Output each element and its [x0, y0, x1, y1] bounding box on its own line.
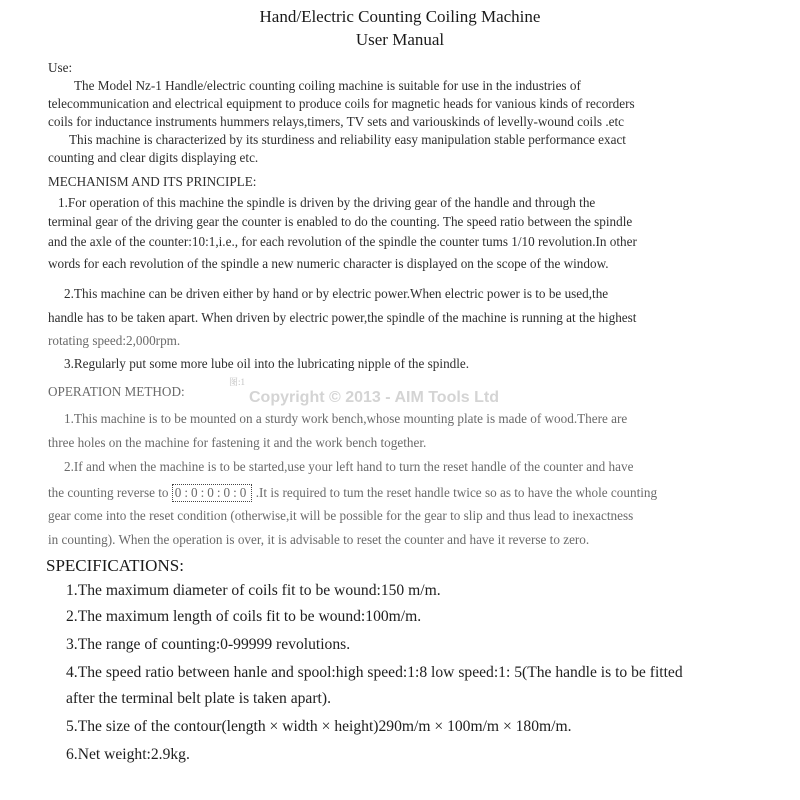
document-subtitle: User Manual	[355, 30, 445, 49]
operation-line: in counting). When the operation is over, it is advisable to reset the counter and have it reverse to zero.	[48, 532, 590, 547]
spec-item: 6.Net weight:2.9kg.	[66, 746, 190, 763]
stamp-mark: 图:1	[229, 377, 246, 387]
mechanism-line: handle has to be taken apart. When driven by electric power,the spindle of the machine is running at the highest	[48, 310, 637, 325]
operation-line: 1.This machine is to be mounted on a sturdy work bench,whose mounting plate is made of wood.There are	[64, 411, 628, 426]
mechanism-heading: MECHANISM AND ITS PRINCIPLE:	[48, 174, 257, 189]
use-line: telecommunication and electrical equipment to produce coils for magnetic heads for vanious kinds of recorders	[48, 96, 635, 111]
counter-digits: 0:0:0:0:0	[172, 484, 253, 502]
use-line: counting and clear digits displaying etc.	[48, 150, 259, 165]
mechanism-line: 1.For operation of this machine the spindle is driven by the driving gear of the handle and through the	[58, 195, 596, 210]
operation-line: 2.If and when the machine is to be started,use your left hand to turn the reset handle of the counter and have	[64, 459, 634, 474]
mechanism-line: 3.Regularly put some more lube oil into the lubricating nipple of the spindle.	[64, 356, 470, 371]
operation-line: gear come into the reset condition (otherwise,it will be possible for the gear to slip and thus lead to inexactness	[48, 508, 634, 523]
spec-item: 4.The speed ratio between hanle and spool:high speed:1:8 low speed:1: 5(The handle is to be fitted	[66, 664, 683, 681]
mechanism-line: words for each revolution of the spindle a new numeric character is displayed on the scope of the window.	[48, 256, 609, 271]
operation-heading: OPERATION METHOD:	[48, 384, 185, 399]
spec-item: 5.The size of the contour(length × width × height)290m/m × 100m/m × 180m/m.	[66, 718, 572, 735]
reverse-suffix: .It is required to tum the reset handle twice so as to have the whole counting	[255, 485, 658, 500]
operation-line: three holes on the machine for fastening it and the work bench together.	[48, 435, 427, 450]
spec-item: 1.The maximum diameter of coils fit to be wound:150 m/m.	[66, 582, 441, 599]
use-heading: Use:	[48, 60, 73, 75]
spec-item: after the terminal belt plate is taken apart).	[66, 690, 331, 707]
reverse-prefix: the counting reverse to	[48, 485, 169, 500]
mechanism-line: terminal gear of the driving gear the counter is enabled to do the counting. The speed ratio between the spindle	[48, 214, 633, 229]
mechanism-line: rotating speed:2,000rpm.	[48, 333, 181, 348]
copyright-watermark: Copyright © 2013 - AIM Tools Ltd	[249, 389, 500, 406]
use-line: The Model Nz-1 Handle/electric counting coiling machine is suitable for use in the industries of	[74, 78, 581, 93]
document-title: Hand/Electric Counting Coiling Machine	[259, 7, 541, 26]
spec-item: 3.The range of counting:0-99999 revolutions.	[66, 636, 351, 653]
specifications-heading: SPECIFICATIONS:	[46, 556, 184, 575]
mechanism-line: 2.This machine can be driven either by hand or by electric power.When electric power is to be used,the	[64, 286, 609, 301]
spec-item: 2.The maximum length of coils fit to be wound:100m/m.	[66, 608, 422, 625]
mechanism-line: and the axle of the counter:10:1,i.e., for each revolution of the spindle the counter tums 1/10 revolution.In other	[48, 234, 637, 249]
operation-reverse-line	[48, 484, 657, 502]
use-line: coils for inductance instruments hummers relays,timers, TV sets and variouskinds of levelly-wound coils .etc	[48, 114, 624, 129]
use-line: This machine is characterized by its sturdiness and reliability easy manipulation stable performance exact	[69, 132, 626, 147]
